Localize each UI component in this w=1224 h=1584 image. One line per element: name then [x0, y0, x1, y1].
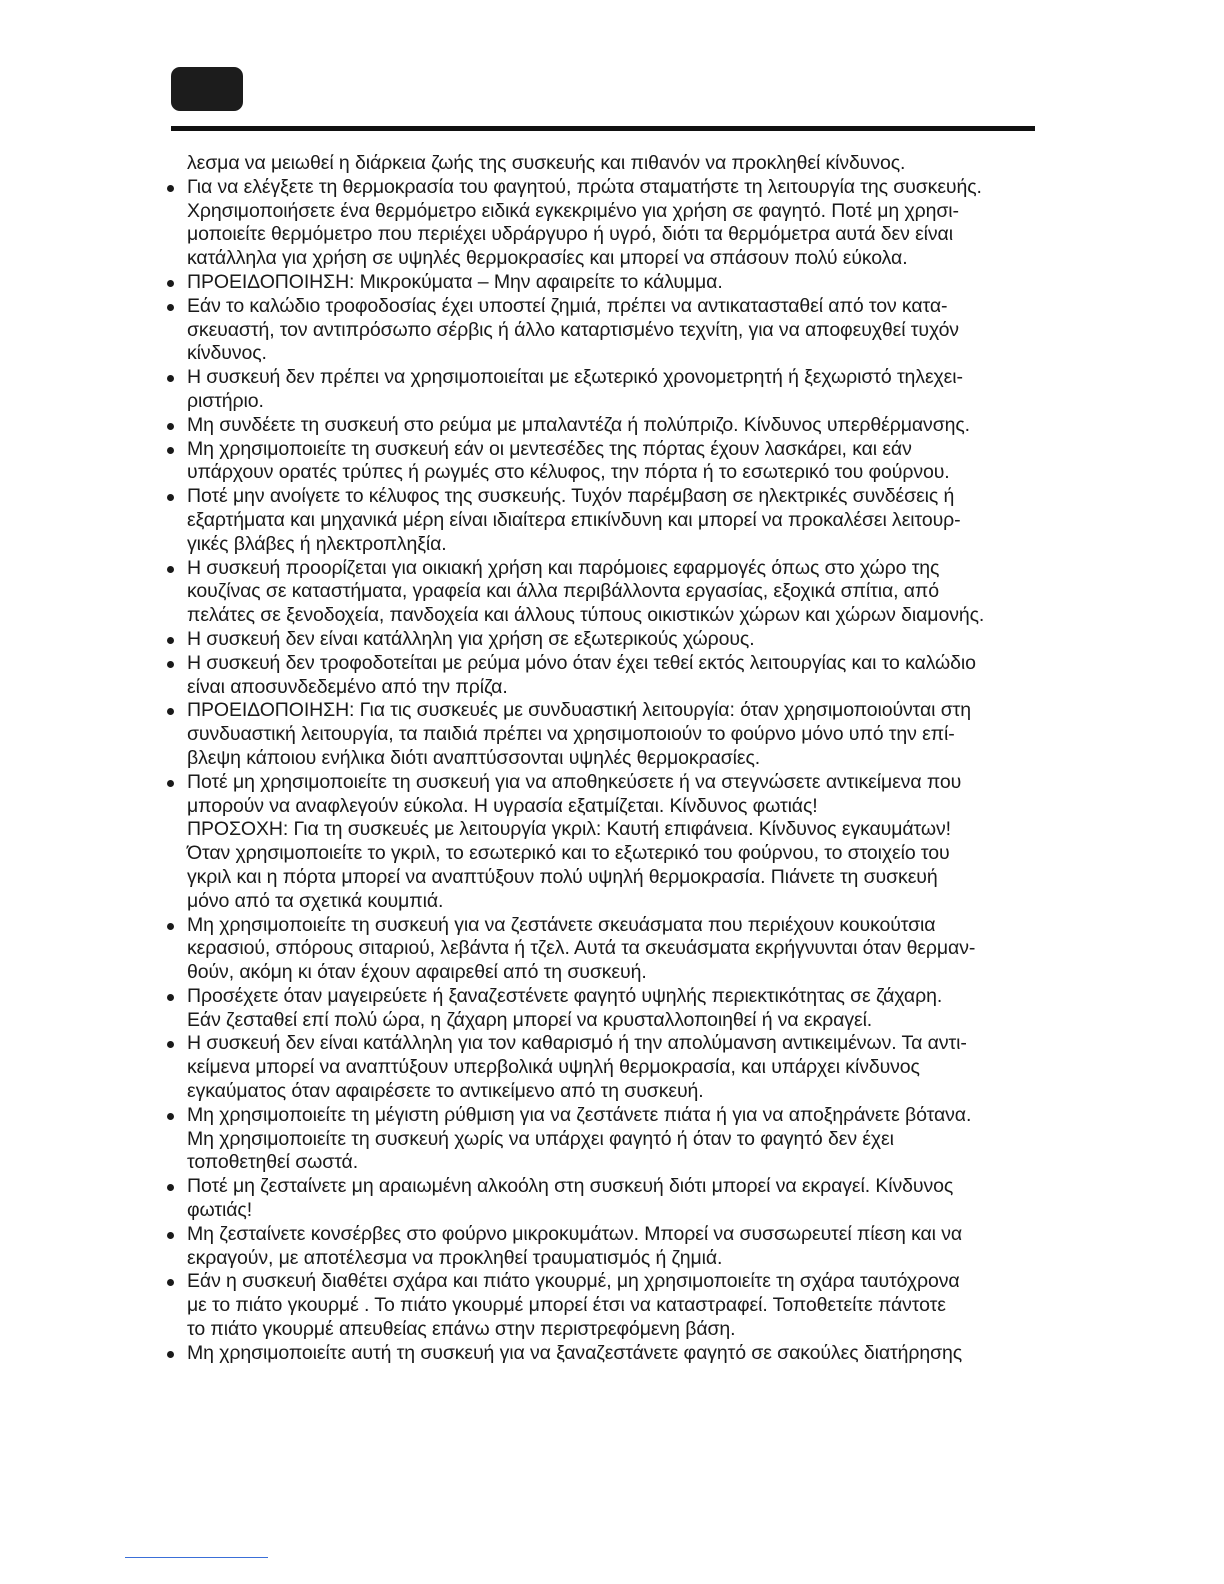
line-text: μόνο από τα σχετικά κουμπιά.	[187, 889, 444, 912]
line-text: εγκαύματος όταν αφαιρέσετε το αντικείμενο από τη συσκευή.	[187, 1080, 704, 1103]
line-text: Ποτέ μη ζεσταίνετε μη αραιωμένη αλκοόλη στη συσκευή διότι μπορεί να εκραγεί. Κίνδυνος	[187, 1175, 954, 1198]
line-text: βλεψη κάποιου ενήλικα διότι αναπτύσσονται υψηλές θερμοκρασίες.	[187, 746, 761, 769]
line-text: Ποτέ μην ανοίγετε το κέλυφος της συσκευής. Τυχόν παρέμβαση σε ηλεκτρικές συνδέσεις ή	[187, 485, 955, 508]
line-text: Μη συνδέετε τη συσκευή στο ρεύμα με μπαλαντέζα ή πολύπριζο. Κίνδυνος υπερθέρμανσης.	[187, 413, 970, 436]
bullet-item-line	[163, 1175, 1083, 1199]
line-text: κατάλληλα για χρήση σε υψηλές θερμοκρασίες και μπορεί να σπάσουν πολύ εύκολα.	[187, 247, 908, 270]
text-line	[163, 152, 1083, 176]
line-text: Μη χρησιμοποιείτε τη συσκευή εάν οι μεντεσέδες της πόρτας έχουν λασκάρει, και εάν	[187, 437, 912, 460]
line-text: κείμενα μπορεί να αναπτύξουν υπερβολικά υψηλή θερμοκρασία, και υπάρχει κίνδυνος	[187, 1056, 920, 1079]
line-text: Για να ελέγξετε τη θερμοκρασία του φαγητού, πρώτα σταματήστε τη λειτουργία της συσκευής.	[187, 175, 982, 198]
line-text: Προσέχετε όταν μαγειρεύετε ή ξαναζεστένετε φαγητό υψηλής περιεκτικότητας σε ζάχαρη.	[187, 984, 943, 1007]
text-line	[163, 676, 1083, 700]
bullet-item-line	[163, 771, 1083, 795]
text-line	[163, 461, 1083, 485]
line-text: Μη ζεσταίνετε κονσέρβες στο φούρνο μικροκυμάτων. Μπορεί να συσσωρευτεί πίεση και να	[187, 1222, 963, 1245]
line-text: το πιάτο γκουρμέ απευθείας επάνω στην περιστρεφόμενη βάση.	[187, 1318, 736, 1341]
line-text: συνδυαστική λειτουργία, τα παιδιά πρέπει να χρησιμοποιούν το φούρνο μόνο υπό την επί-	[187, 723, 955, 746]
line-text: λεσμα να μειωθεί η διάρκεια ζωής της συσκευής και πιθανόν να προκληθεί κίνδυνος.	[187, 152, 906, 174]
text-line	[163, 533, 1083, 557]
text-line	[163, 818, 1083, 842]
line-text: Η συσκευή δεν είναι κατάλληλη για τον καθαρισμό ή την απολύμανση αντικειμένων. Τα αντι-	[187, 1032, 967, 1055]
bullet-item-line	[163, 176, 1083, 200]
text-line	[163, 1009, 1083, 1033]
bullet-item-line	[163, 485, 1083, 509]
line-text: υπάρχουν ορατές τρύπες ή ρωγμές στο κέλυφος, την πόρτα ή το εσωτερικό του φούρνου.	[187, 461, 950, 484]
line-text: τοποθετηθεί σωστά.	[187, 1151, 359, 1174]
text-line	[163, 223, 1083, 247]
bullet-item-line	[163, 1270, 1083, 1294]
line-text: Μη χρησιμοποιείτε τη συσκευή για να ζεστάνετε σκευάσματα που περιέχουν κουκούτσια	[187, 913, 936, 936]
text-line	[163, 1318, 1083, 1342]
text-line	[163, 1294, 1083, 1318]
line-text: μοποιείτε θερμόμετρο που περιέχει υδράργυρο ή υγρό, διότι τα θερμόμετρα αυτά δεν είναι	[187, 223, 953, 246]
bullet-item-line	[163, 985, 1083, 1009]
text-line	[163, 1056, 1083, 1080]
line-text: Η συσκευή δεν πρέπει να χρησιμοποιείται με εξωτερικό χρονομετρητή ή ξεχωριστό τηλεχει-	[187, 366, 963, 389]
bullet-item-line	[163, 1342, 1083, 1366]
text-line	[163, 1151, 1083, 1175]
line-text: Η συσκευή δεν είναι κατάλληλη για χρήση σε εξωτερικούς χώρους.	[187, 627, 755, 650]
line-text: ριστήριο.	[187, 389, 264, 412]
text-line	[163, 342, 1083, 366]
text-line	[163, 842, 1083, 866]
line-text: Η συσκευή δεν τροφοδοτείται με ρεύμα μόνο όταν έχει τεθεί εκτός λειτουργίας και το καλώδιο	[187, 651, 976, 674]
line-text: Η συσκευή προορίζεται για οικιακή χρήση και παρόμοιες εφαρμογές όπως στο χώρο της	[187, 556, 940, 579]
line-text: κουζίνας σε καταστήματα, γραφεία και άλλα περιβάλλοντα εργασίας, εξοχικά σπίτια, από	[187, 580, 940, 603]
text-line	[163, 747, 1083, 771]
line-text: γκριλ και η πόρτα μπορεί να αναπτύξουν πολύ υψηλή θερμοκρασία. Πιάνετε τη συσκευή	[187, 865, 938, 888]
bullet-item-line	[163, 366, 1083, 390]
line-text: ΠΡΟΕΙΔΟΠΟΙΗΣΗ: Για τις συσκευές με συνδυαστική λειτουργία: όταν χρησιμοποιούνται στη	[187, 699, 972, 722]
text-line	[163, 247, 1083, 271]
bullet-item-line	[163, 628, 1083, 652]
bullet-item-line	[163, 1032, 1083, 1056]
line-text: Εάν το καλώδιο τροφοδοσίας έχει υποστεί ζημιά, πρέπει να αντικατασταθεί από τον κατα-	[187, 294, 948, 317]
bullet-item-line	[163, 295, 1083, 319]
safety-text	[163, 152, 1083, 1366]
text-line	[163, 509, 1083, 533]
line-text: Ποτέ μη χρησιμοποιείτε τη συσκευή για να αποθηκεύσετε ή να στεγνώσετε αντικείμενα που	[187, 770, 962, 793]
line-text: είναι αποσυνδεδεμένο από την πρίζα.	[187, 675, 508, 698]
bullet-item-line	[163, 699, 1083, 723]
text-line	[163, 200, 1083, 224]
line-text: μπορούν να αναφλεγούν εύκολα. Η υγρασία εξατμίζεται. Κίνδυνος φωτιάς!	[187, 794, 818, 817]
text-line	[163, 723, 1083, 747]
footer-line	[125, 1557, 268, 1558]
text-line	[163, 390, 1083, 414]
text-line	[163, 1080, 1083, 1104]
bullet-item-line	[163, 438, 1083, 462]
line-text: με το πιάτο γκουρμέ . Το πιάτο γκουρμέ μπορεί έτσι να καταστραφεί. Τοποθετείτε πάντοτε	[187, 1294, 946, 1317]
line-text: πελάτες σε ξενοδοχεία, πανδοχεία και άλλους τύπους οικιστικών χώρων και χώρων διαμονής.	[187, 604, 985, 627]
text-line	[163, 1128, 1083, 1152]
text-line	[163, 1247, 1083, 1271]
text-line	[163, 795, 1083, 819]
line-text: Μη χρησιμοποιείτε αυτή τη συσκευή για να ξαναζεστάνετε φαγητό σε σακούλες διατήρησης	[187, 1341, 963, 1364]
line-text: Χρησιμοποιήσετε ένα θερμόμετρο ειδικά εγκεκριμένο για χρήση σε φαγητό. Ποτέ μη χρησι-	[187, 199, 959, 222]
text-line	[163, 866, 1083, 890]
line-text: ΠΡΟΣΟΧΗ: Για τη συσκευές με λειτουργία γκριλ: Καυτή επιφάνεια. Κίνδυνος εγκαυμάτων!	[187, 818, 951, 841]
line-text: Εάν η συσκευή διαθέτει σχάρα και πιάτο γκουρμέ, μη χρησιμοποιείτε τη σχάρα ταυτόχρονα	[187, 1270, 960, 1293]
bullet-item-line	[163, 914, 1083, 938]
line-text: Όταν χρησιμοποιείτε το γκριλ, το εσωτερικό και το εξωτερικό του φούρνου, το στοιχείο του	[187, 842, 950, 865]
text-line	[163, 937, 1083, 961]
language-tab	[171, 67, 243, 111]
line-text: γικές βλάβες ή ηλεκτροπληξία.	[187, 532, 447, 555]
text-line	[163, 961, 1083, 985]
line-text: κίνδυνος.	[187, 342, 267, 365]
text-line	[163, 319, 1083, 343]
bullet-item-line	[163, 1104, 1083, 1128]
line-text: θούν, ακόμη κι όταν έχουν αφαιρεθεί από τη συσκευή.	[187, 961, 647, 984]
bullet-item-line	[163, 557, 1083, 581]
bullet-item-line	[163, 1223, 1083, 1247]
line-text: εκραγούν, με αποτέλεσμα να προκληθεί τραυματισμός ή ζημιά.	[187, 1246, 723, 1269]
bullet-item-line	[163, 271, 1083, 295]
line-text: ΠΡΟΕΙΔΟΠΟΙΗΣΗ: Μικροκύματα – Μην αφαιρείτε το κάλυμμα.	[187, 270, 723, 293]
text-line	[163, 1199, 1083, 1223]
line-text: κερασιού, σπόρους σιταριού, λεβάντα ή τζελ. Αυτά τα σκευάσματα εκρήγνυνται όταν θερμαν-	[187, 937, 976, 960]
bullet-item-line	[163, 652, 1083, 676]
header-rule	[171, 126, 1035, 131]
line-text: Μη χρησιμοποιείτε τη συσκευή χωρίς να υπάρχει φαγητό ή όταν το φαγητό δεν έχει	[187, 1127, 894, 1150]
line-text: σκευαστή, τον αντιπρόσωπο σέρβις ή άλλο καταρτισμένο τεχνίτη, για να αποφευχθεί τυχόν	[187, 318, 959, 341]
bullet-item-line	[163, 414, 1083, 438]
text-line	[163, 890, 1083, 914]
text-line	[163, 580, 1083, 604]
line-text: εξαρτήματα και μηχανικά μέρη είναι ιδιαίτερα επικίνδυνη και μπορεί να προκαλέσει λειτουρ-	[187, 508, 961, 531]
text-line	[163, 604, 1083, 628]
line-text: Μη χρησιμοποιείτε τη μέγιστη ρύθμιση για να ζεστάνετε πιάτα ή για να αποξηράνετε βότανα.	[187, 1103, 972, 1126]
line-text: Εάν ζεσταθεί επί πολύ ώρα, η ζάχαρη μπορεί να κρυσταλλοποιηθεί ή να εκραγεί.	[187, 1008, 873, 1031]
line-text: φωτιάς!	[187, 1199, 253, 1222]
